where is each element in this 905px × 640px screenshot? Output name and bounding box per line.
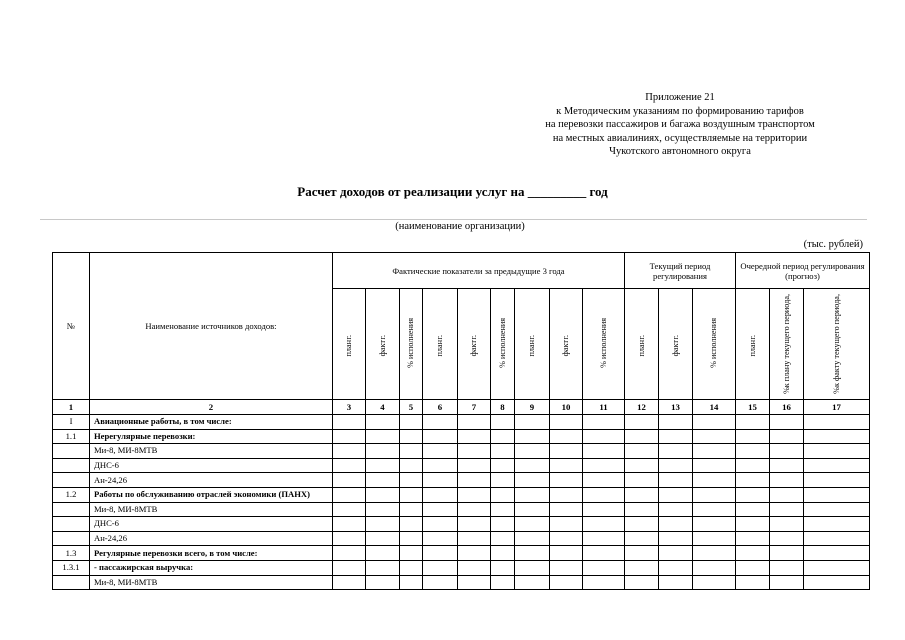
- value-cell: [625, 575, 659, 590]
- value-cell: [400, 487, 423, 502]
- value-cell: [583, 546, 625, 561]
- value-cell: [515, 487, 550, 502]
- value-cell: [736, 415, 770, 430]
- value-cell: [515, 458, 550, 473]
- value-cell: [491, 458, 515, 473]
- value-cell: [583, 575, 625, 590]
- value-cell: [515, 560, 550, 575]
- value-cell: [366, 473, 400, 488]
- table-row: [53, 473, 870, 488]
- value-cell: [659, 531, 693, 546]
- table-row: [53, 546, 870, 561]
- column-number: 6: [423, 400, 458, 415]
- value-cell: [804, 444, 870, 459]
- value-cell: [515, 429, 550, 444]
- value-cell: [736, 502, 770, 517]
- header-pct-1: % исполнения: [400, 289, 423, 400]
- value-cell: [770, 502, 804, 517]
- row-number: [53, 444, 90, 459]
- value-cell: [333, 444, 366, 459]
- value-cell: [400, 575, 423, 590]
- column-number: 15: [736, 400, 770, 415]
- value-cell: [333, 429, 366, 444]
- column-number: 8: [491, 400, 515, 415]
- value-cell: [625, 473, 659, 488]
- value-cell: [366, 560, 400, 575]
- value-cell: [550, 575, 583, 590]
- value-cell: [366, 415, 400, 430]
- value-cell: [458, 575, 491, 590]
- value-cell: [400, 444, 423, 459]
- value-cell: [366, 546, 400, 561]
- row-number: 1.3.1: [53, 560, 90, 575]
- value-cell: [333, 575, 366, 590]
- value-cell: [423, 473, 458, 488]
- value-cell: [804, 487, 870, 502]
- value-cell: [550, 517, 583, 532]
- value-cell: [659, 415, 693, 430]
- value-cell: [423, 575, 458, 590]
- header-fact-3: г. факт: [550, 289, 583, 400]
- value-cell: [736, 473, 770, 488]
- row-number: 1.1: [53, 429, 90, 444]
- value-cell: [515, 415, 550, 430]
- value-cell: [458, 502, 491, 517]
- value-cell: [693, 473, 736, 488]
- value-cell: [659, 444, 693, 459]
- header-fact-current: г. факт: [659, 289, 693, 400]
- row-number: [53, 531, 90, 546]
- value-cell: [458, 560, 491, 575]
- row-name: Регулярные перевозки всего, в том числе:: [90, 546, 333, 561]
- value-cell: [659, 546, 693, 561]
- header-plan-current: г. план: [625, 289, 659, 400]
- value-cell: [491, 429, 515, 444]
- header-fact-2: г. факт: [458, 289, 491, 400]
- value-cell: [583, 429, 625, 444]
- value-cell: [693, 560, 736, 575]
- value-cell: [659, 429, 693, 444]
- table-row: [53, 487, 870, 502]
- value-cell: [804, 546, 870, 561]
- value-cell: [625, 487, 659, 502]
- column-number: 17: [804, 400, 870, 415]
- value-cell: [736, 575, 770, 590]
- value-cell: [458, 546, 491, 561]
- value-cell: [770, 458, 804, 473]
- header-group-current: Текущий период регулирования: [625, 253, 736, 289]
- value-cell: [804, 575, 870, 590]
- header-num: №: [53, 253, 90, 400]
- value-cell: [491, 487, 515, 502]
- document-title: Расчет доходов от реализации услуг на _________ год: [297, 184, 608, 199]
- units-label: (тыс. рублей): [803, 239, 863, 250]
- value-cell: [423, 487, 458, 502]
- organization-line: [40, 219, 867, 220]
- value-cell: [693, 546, 736, 561]
- value-cell: [550, 487, 583, 502]
- row-number: [53, 473, 90, 488]
- row-name: Работы по обслуживанию отраслей экономики (ПАНХ): [90, 487, 333, 502]
- value-cell: [693, 429, 736, 444]
- header-plan-2: г. план: [423, 289, 458, 400]
- value-cell: [366, 502, 400, 517]
- value-cell: [550, 458, 583, 473]
- header-group-actual: Фактические показатели за предыдущие 3 года: [333, 253, 625, 289]
- value-cell: [400, 517, 423, 532]
- table-row: [53, 429, 870, 444]
- value-cell: [550, 546, 583, 561]
- value-cell: [770, 415, 804, 430]
- value-cell: [550, 415, 583, 430]
- value-cell: [583, 560, 625, 575]
- value-cell: [515, 517, 550, 532]
- value-cell: [333, 531, 366, 546]
- row-name: Авиационные работы, в том числе:: [90, 415, 333, 430]
- value-cell: [625, 560, 659, 575]
- value-cell: [736, 531, 770, 546]
- value-cell: [770, 575, 804, 590]
- value-cell: [458, 517, 491, 532]
- value-cell: [423, 415, 458, 430]
- table-row: [53, 458, 870, 473]
- column-number: 11: [583, 400, 625, 415]
- value-cell: [458, 429, 491, 444]
- header-name: Наименование источников доходов:: [90, 253, 333, 400]
- table-row: [53, 502, 870, 517]
- appendix-line: на местных авиалиниях, осуществляемые на территории: [552, 132, 808, 144]
- header-fact-1: г. факт: [366, 289, 400, 400]
- value-cell: [366, 575, 400, 590]
- row-number: [53, 458, 90, 473]
- organization-caption: (наименование организации): [395, 221, 525, 232]
- row-number: I: [53, 415, 90, 430]
- value-cell: [366, 444, 400, 459]
- header-pct-3: % исполнения: [583, 289, 625, 400]
- value-cell: [625, 517, 659, 532]
- value-cell: [625, 444, 659, 459]
- column-number: 14: [693, 400, 736, 415]
- value-cell: [770, 429, 804, 444]
- row-name: ДНС-6: [90, 458, 333, 473]
- value-cell: [458, 415, 491, 430]
- value-cell: [333, 502, 366, 517]
- value-cell: [515, 502, 550, 517]
- value-cell: [625, 502, 659, 517]
- value-cell: [400, 560, 423, 575]
- value-cell: [491, 575, 515, 590]
- value-cell: [491, 415, 515, 430]
- value-cell: [400, 415, 423, 430]
- value-cell: [736, 444, 770, 459]
- value-cell: [491, 502, 515, 517]
- header-plan-next: г. план: [736, 289, 770, 400]
- table-row: [53, 531, 870, 546]
- table-row: [53, 415, 870, 430]
- header-plan-3: г. план: [515, 289, 550, 400]
- value-cell: [693, 415, 736, 430]
- value-cell: [423, 546, 458, 561]
- value-cell: [583, 415, 625, 430]
- header-to-plan: к плану текущего периода, %: [770, 289, 804, 400]
- value-cell: [458, 444, 491, 459]
- value-cell: [366, 531, 400, 546]
- appendix-block: [500, 91, 860, 159]
- value-cell: [515, 531, 550, 546]
- row-number: 1.3: [53, 546, 90, 561]
- value-cell: [423, 560, 458, 575]
- value-cell: [770, 517, 804, 532]
- row-name: Нерегулярные перевозки:: [90, 429, 333, 444]
- value-cell: [515, 444, 550, 459]
- row-name: Ми-8, МИ-8МТВ: [90, 575, 333, 590]
- value-cell: [366, 487, 400, 502]
- header-pct-2: % исполнения: [491, 289, 515, 400]
- value-cell: [400, 502, 423, 517]
- value-cell: [583, 502, 625, 517]
- value-cell: [515, 575, 550, 590]
- value-cell: [736, 546, 770, 561]
- value-cell: [400, 473, 423, 488]
- value-cell: [583, 531, 625, 546]
- value-cell: [400, 531, 423, 546]
- value-cell: [583, 517, 625, 532]
- value-cell: [693, 531, 736, 546]
- appendix-line: Чукотского автономного округа: [609, 146, 751, 158]
- value-cell: [770, 531, 804, 546]
- value-cell: [583, 458, 625, 473]
- value-cell: [693, 517, 736, 532]
- value-cell: [770, 546, 804, 561]
- value-cell: [693, 444, 736, 459]
- column-number: 9: [515, 400, 550, 415]
- table-row: [53, 575, 870, 590]
- value-cell: [400, 429, 423, 444]
- value-cell: [366, 517, 400, 532]
- value-cell: [693, 502, 736, 517]
- value-cell: [625, 415, 659, 430]
- value-cell: [659, 575, 693, 590]
- value-cell: [804, 415, 870, 430]
- column-number: 3: [333, 400, 366, 415]
- value-cell: [491, 473, 515, 488]
- column-number: 13: [659, 400, 693, 415]
- value-cell: [583, 487, 625, 502]
- value-cell: [693, 458, 736, 473]
- value-cell: [804, 517, 870, 532]
- value-cell: [491, 531, 515, 546]
- value-cell: [423, 517, 458, 532]
- value-cell: [770, 487, 804, 502]
- value-cell: [659, 502, 693, 517]
- appendix-line: Приложение 21: [645, 92, 715, 103]
- column-number: 16: [770, 400, 804, 415]
- appendix-line: на перевозки пассажиров и багажа воздушным транспортом: [545, 119, 815, 131]
- value-cell: [659, 487, 693, 502]
- row-number: [53, 575, 90, 590]
- value-cell: [423, 429, 458, 444]
- value-cell: [770, 444, 804, 459]
- value-cell: [333, 458, 366, 473]
- row-name: ДНС-6: [90, 517, 333, 532]
- header-to-fact: к факту текущего периода, %: [804, 289, 870, 400]
- value-cell: [423, 531, 458, 546]
- value-cell: [515, 546, 550, 561]
- value-cell: [550, 473, 583, 488]
- value-cell: [804, 531, 870, 546]
- value-cell: [458, 531, 491, 546]
- revenue-table: [52, 252, 870, 590]
- column-number: 10: [550, 400, 583, 415]
- row-number: 1.2: [53, 487, 90, 502]
- table-row: [53, 560, 870, 575]
- value-cell: [400, 546, 423, 561]
- row-number: [53, 502, 90, 517]
- value-cell: [550, 429, 583, 444]
- header-plan-1: г. план: [333, 289, 366, 400]
- value-cell: [423, 444, 458, 459]
- value-cell: [423, 458, 458, 473]
- column-number: 2: [90, 400, 333, 415]
- value-cell: [659, 560, 693, 575]
- value-cell: [736, 560, 770, 575]
- table-body: [53, 415, 870, 590]
- value-cell: [366, 429, 400, 444]
- column-number: 1: [53, 400, 90, 415]
- column-number: 5: [400, 400, 423, 415]
- value-cell: [333, 473, 366, 488]
- value-cell: [770, 473, 804, 488]
- row-name: - пассажирская выручка:: [90, 560, 333, 575]
- value-cell: [458, 458, 491, 473]
- value-cell: [400, 458, 423, 473]
- value-cell: [659, 458, 693, 473]
- value-cell: [804, 429, 870, 444]
- value-cell: [550, 502, 583, 517]
- value-cell: [583, 444, 625, 459]
- value-cell: [550, 444, 583, 459]
- value-cell: [625, 531, 659, 546]
- value-cell: [333, 487, 366, 502]
- column-number: 4: [366, 400, 400, 415]
- value-cell: [625, 429, 659, 444]
- value-cell: [491, 546, 515, 561]
- column-number: 12: [625, 400, 659, 415]
- value-cell: [693, 487, 736, 502]
- value-cell: [515, 473, 550, 488]
- row-number: [53, 517, 90, 532]
- value-cell: [333, 415, 366, 430]
- value-cell: [491, 560, 515, 575]
- value-cell: [625, 458, 659, 473]
- value-cell: [458, 473, 491, 488]
- value-cell: [366, 458, 400, 473]
- row-name: Ми-8, МИ-8МТВ: [90, 444, 333, 459]
- row-name: Ан-24,26: [90, 473, 333, 488]
- value-cell: [804, 458, 870, 473]
- value-cell: [804, 502, 870, 517]
- value-cell: [625, 546, 659, 561]
- value-cell: [333, 546, 366, 561]
- value-cell: [736, 517, 770, 532]
- value-cell: [736, 487, 770, 502]
- column-number: 7: [458, 400, 491, 415]
- value-cell: [804, 473, 870, 488]
- row-name: Ан-24,26: [90, 531, 333, 546]
- value-cell: [333, 560, 366, 575]
- value-cell: [736, 458, 770, 473]
- value-cell: [693, 575, 736, 590]
- value-cell: [550, 560, 583, 575]
- value-cell: [458, 487, 491, 502]
- value-cell: [583, 473, 625, 488]
- value-cell: [333, 517, 366, 532]
- value-cell: [491, 444, 515, 459]
- appendix-line: к Методическим указаниям по формированию тарифов: [556, 105, 804, 117]
- table-row: [53, 444, 870, 459]
- value-cell: [659, 517, 693, 532]
- value-cell: [770, 560, 804, 575]
- value-cell: [423, 502, 458, 517]
- header-group-next: Очередной период регулирования (прогноз): [736, 253, 870, 289]
- value-cell: [736, 429, 770, 444]
- value-cell: [550, 531, 583, 546]
- header-pct-current: % исполнения: [693, 289, 736, 400]
- table-row: [53, 517, 870, 532]
- value-cell: [804, 560, 870, 575]
- value-cell: [491, 517, 515, 532]
- value-cell: [659, 473, 693, 488]
- row-name: Ми-8, МИ-8МТВ: [90, 502, 333, 517]
